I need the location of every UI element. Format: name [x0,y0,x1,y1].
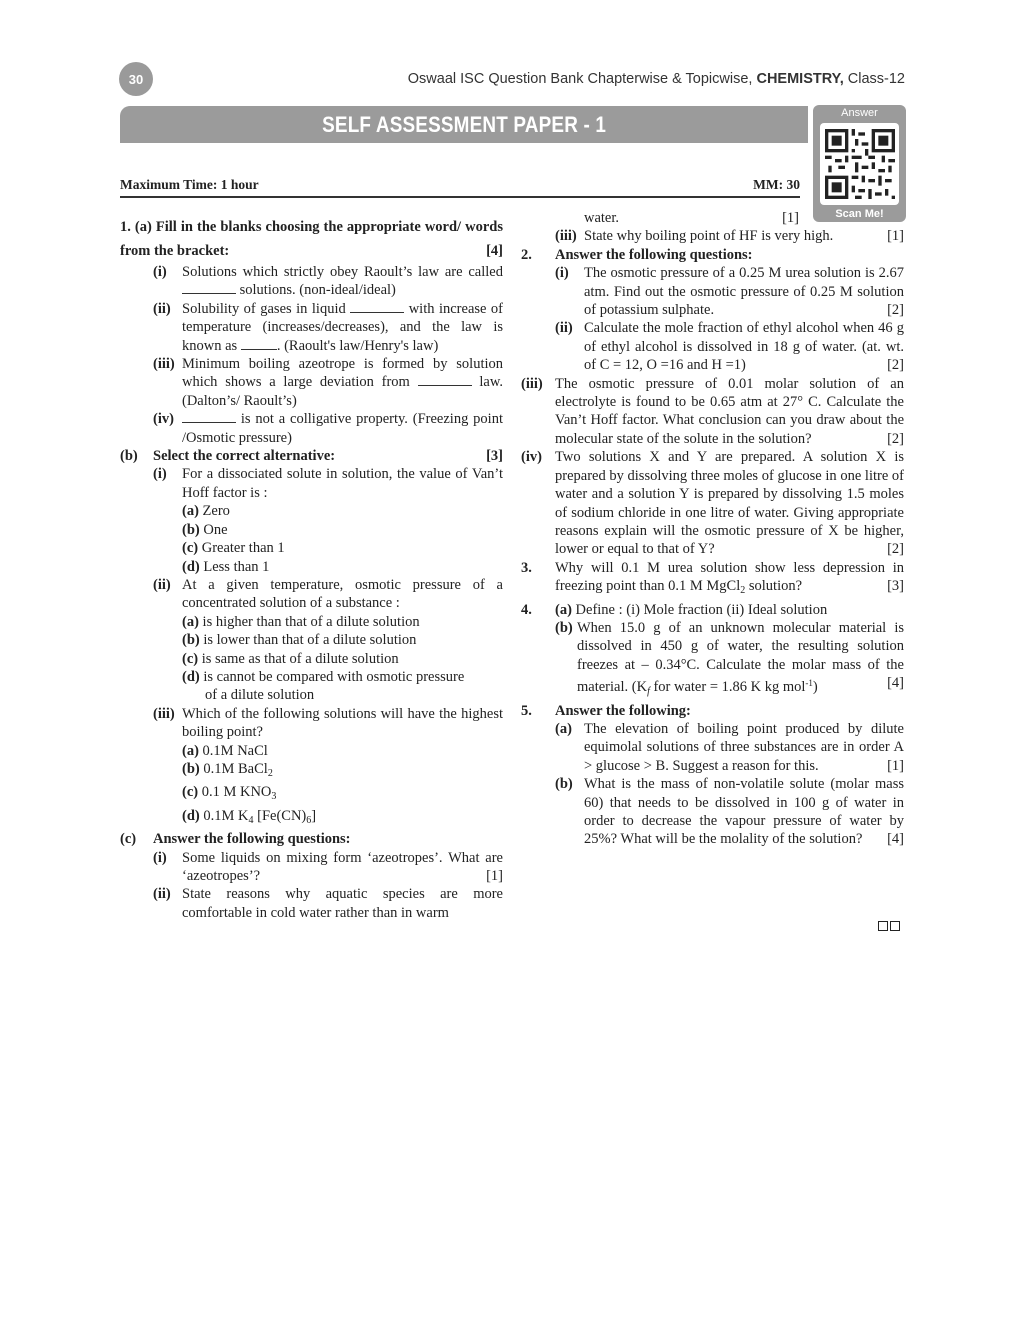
qr-bottom-label: Scan Me! [835,208,884,220]
q1b-ii-opt-c: (c) is same as that of a dilute solution [182,650,399,667]
q1a-i: (i) Solutions which strictly obey Raoult’s law are called solutions. (non-ideal/ideal) [153,264,503,299]
q1b-ii-opt-d: (d) is cannot be compared with osmotic pressure [182,668,465,685]
q3: 3. Why will 0.1 M urea solution show less depression in freezing point than 0.1 M MgCl$_2$ solution? [3] [521,559,904,597]
q1b-i-opt-b: (b) One [182,521,228,538]
running-header [408,71,905,87]
end-square-icon [878,921,888,931]
q1a-marks: [4] [486,243,503,259]
q2-iv: (iv) Two solutions X and Y are prepared. A solution X is prepared by dissolving three moles of glucose in one litre of water and a solution Y is prepared by dissolving 1.5 moles of sodium chloride in one litre of water. Giving appropriate reasons explain will the osmotic pressure of X be higher, lower or equal to that of Y? [2] [521,449,904,558]
q1b-ii-opt-a: (a) is higher than that of a dilute solution [182,613,420,630]
q5-heading: 5. Answer the following: [521,702,691,719]
meta-divider [120,196,800,198]
q1b-iii-opt-b: (b) 0.1M BaCl$_2$ [182,760,273,779]
q1b-ii-opt-b: (b) is lower than that of a dilute solution [182,632,417,649]
q5-a: (a) The elevation of boiling point produced by dilute equimolal solutions of three substances are in order A > glucose > B. Suggest a reason for this. [1] [555,720,904,774]
right-column [521,209,904,849]
q4-b: (b) When 15.0 g of an unknown molecular material is dissolved in 450 g of water, the resulting solution freezes at – 0.34°C. Calculate the molar mass of the material. ($K_f$ for water = 1.86 K kg mol$^{-1}$) [4] [555,619,904,698]
q1b-marks: [3] [486,448,503,465]
q1b-iii-opt-a: (a) 0.1M NaCl [182,742,268,759]
q1b-i-opt-c: (c) Greater than 1 [182,540,285,557]
max-marks: MM: 30 [753,177,800,192]
q2-i: (i) The osmotic pressure of a 0.25 M urea solution is 2.67 atm. Find out the osmotic pressure of 0.25 M solution of potassium sulphate. [2] [555,265,904,319]
q1c-ii: (ii) State reasons why aquatic species are more comfortable in cold water rather than in warm [153,886,503,921]
q2-iii: (iii) The osmotic pressure of 0.01 molar solution of an electrolyte is found to be 0.65 atm at 27° C. Calculate the Van’t Hoff factor. What conclusion can you draw about the molecular state of the solute in the solution? [2] [521,375,904,447]
q1a-ii: (ii) Solubility of gases in liquid with increase of temperature (increases/decreases), and the law is known as . (Raoult's law/Henry's law) [153,300,504,354]
qr-code-graphic [825,129,895,199]
end-square-icon [890,921,900,931]
class-label: Class-12 [847,71,905,87]
qr-answer-box[interactable] [813,105,906,222]
end-of-paper-mark [878,921,900,931]
qr-code-icon[interactable] [820,123,899,205]
q1c-i: (i) Some liquids on mixing form ‘azeotropes’. What are ‘azeotropes’? [1] [153,849,503,884]
subject: CHEMISTRY, [756,71,844,87]
page-number: 30 [119,62,153,96]
q1a-iii: (iii) Minimum boiling azeotrope is formed by solution which shows a large deviation from law. (Dalton’s/ Raoult’s) [153,356,504,409]
q5-b: (b) What is the mass of non-volatile solute (molar mass 60) that needs to be dissolved in 100 g of water in order to decrease the vapour pressure of water by 25%? What will be the molality of the solution? [4] [555,776,904,848]
q1c-iii: (iii) State why boiling point of HF is very high. [1] [555,228,904,245]
q1c-heading: (c) Answer the following questions: [120,831,351,848]
book-title: Oswaal ISC Question Bank Chapterwise & Topicwise, [407,71,753,87]
max-time: Maximum Time: 1 hour [120,177,259,192]
q1a-heading: 1. (a) Fill in the blanks choosing the appropriate word/ words from the bracket: [4] [120,215,503,263]
q1b-heading: (b) Select the correct alternative: [3] [120,448,503,465]
left-column [120,215,503,922]
q4-a: 4. (a) Define : (i) Mole fraction (ii) Ideal solution [521,601,828,618]
q1b-iii-opt-c: (c) 0.1 M $KNO_3$ [182,784,277,803]
q2-ii: (ii) Calculate the mole fraction of ethyl alcohol when 46 g of ethyl alcohol is dissolved in 18 g of water. (at. wt. of C = 12, O =16 and H =1) [2] [555,320,904,374]
q1b-iii-opt-d: (d) 0.1M $K_4$ $[Fe(CN)_6]$ [182,807,317,826]
q1b-i-opt-a: (a) Zero [182,503,230,520]
q1a-iv: (iv) is not a colligative property. (Freezing point /Osmotic pressure) [153,411,503,446]
q2-heading: 2. Answer the following questions: [521,246,753,263]
q1b-ii-opt-d-cont: of a dilute solution [205,687,315,704]
q1b-i: (i) For a dissociated solute in solution, the value of Van’t Hoff factor is : [153,466,503,501]
q1b-i-opt-d: (d) Less than 1 [182,558,270,575]
q1c-ii-cont: water. [1] [584,210,799,226]
paper-title-bar [120,106,808,143]
q1b-iii: (iii) Which of the following solutions will have the highest boiling point? [153,705,503,741]
paper-title: SELF ASSESSMENT PAPER - 1 [322,111,606,137]
qr-top-label: Answer [841,107,878,119]
q1b-ii: (ii) At a given temperature, osmotic pressure of a concentrated solution of a substance : [153,576,503,612]
paper-meta-row [120,177,800,193]
